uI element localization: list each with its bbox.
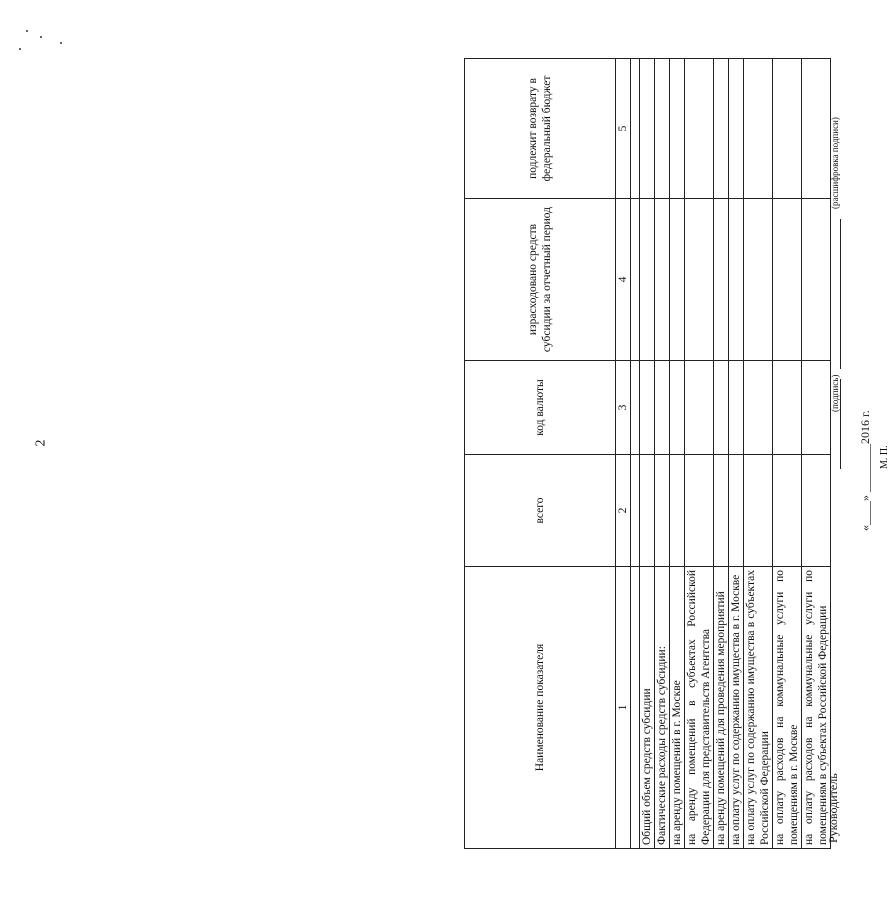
row-label: Фактические расходы средств субсидии: — [655, 567, 670, 849]
cell-return — [773, 59, 802, 199]
cell-total — [714, 455, 729, 567]
row-label: Общий объем средств субсидии — [640, 567, 655, 849]
head-title: Руководитель — [826, 773, 840, 843]
cell-return — [670, 59, 685, 199]
cell-spent — [655, 199, 670, 361]
cell-currency — [744, 361, 773, 455]
decoding-caption: (расшифровка подписи) — [830, 117, 840, 209]
cell-spent — [714, 199, 729, 361]
cell-spent — [729, 199, 744, 361]
cell-return — [714, 59, 729, 199]
cell-currency — [655, 361, 670, 455]
cell-spent — [773, 199, 802, 361]
table-row — [685, 59, 714, 849]
cell-currency — [640, 361, 655, 455]
row-label: на аренду помещений для проведения мероприятий — [714, 567, 729, 849]
header-row — [465, 59, 616, 849]
seal-mark: М. П. — [879, 445, 890, 469]
column-number: 3 — [616, 361, 631, 455]
header-indicator-name: Наименование показателя — [465, 567, 616, 849]
page-number: 2 — [33, 439, 49, 447]
table-row — [729, 59, 744, 849]
cell-return — [685, 59, 714, 199]
cell-spent — [744, 199, 773, 361]
cell-spent — [685, 199, 714, 361]
table-row — [670, 59, 685, 849]
spacer-row — [631, 59, 640, 849]
table-row — [714, 59, 729, 849]
column-number: 2 — [616, 455, 631, 567]
header-currency-code: код валюты — [465, 361, 616, 455]
table-row — [744, 59, 773, 849]
row-label: на оплату услуг по содержанию имущества в г. Москве — [729, 567, 744, 849]
cell-total — [773, 455, 802, 567]
cell-total — [640, 455, 655, 567]
cell-currency — [670, 361, 685, 455]
row-label: на оплату расходов на коммунальные услуги по помещениям в субъектах Российской Федерации — [802, 567, 831, 849]
cell-currency — [685, 361, 714, 455]
decoding-line — [840, 219, 841, 369]
cell-total — [744, 455, 773, 567]
row-label: на аренду помещений в г. Москве — [670, 567, 685, 849]
table-row — [640, 59, 655, 849]
row-label: на оплату услуг по содержанию имущества в субъектах Российской Федерации — [744, 567, 773, 849]
signature-line — [840, 379, 841, 469]
signature-caption: (подпись) — [830, 374, 840, 412]
row-label: на аренду помещений в субъектах Российской Федерации для представительств Агентства — [685, 567, 714, 849]
rotated-report-sheet — [464, 59, 890, 849]
header-to-return: подлежит возврату в федеральный бюджет — [465, 59, 616, 199]
cell-spent — [640, 199, 655, 361]
signature-block — [824, 59, 890, 849]
column-number: 1 — [616, 567, 631, 849]
cell-currency — [714, 361, 729, 455]
cell-total — [685, 455, 714, 567]
table-row — [773, 59, 802, 849]
cell-total — [670, 455, 685, 567]
header-total: всего — [465, 455, 616, 567]
cell-return — [729, 59, 744, 199]
column-number: 4 — [616, 199, 631, 361]
cell-spent — [670, 199, 685, 361]
cell-total — [655, 455, 670, 567]
cell-return — [655, 59, 670, 199]
row-label: на оплату расходов на коммунальные услуги по помещениям в г. Москве — [773, 567, 802, 849]
table-row — [655, 59, 670, 849]
cell-return — [640, 59, 655, 199]
subsidy-report-table — [464, 58, 831, 849]
header-spent: израсходовано средств субсидии за отчетный период — [465, 199, 616, 361]
cell-currency — [729, 361, 744, 455]
cell-total — [729, 455, 744, 567]
column-number-row — [616, 59, 631, 849]
date-line: «____» ________2016 г. — [858, 410, 872, 531]
column-number: 5 — [616, 59, 631, 199]
cell-return — [744, 59, 773, 199]
cell-currency — [773, 361, 802, 455]
